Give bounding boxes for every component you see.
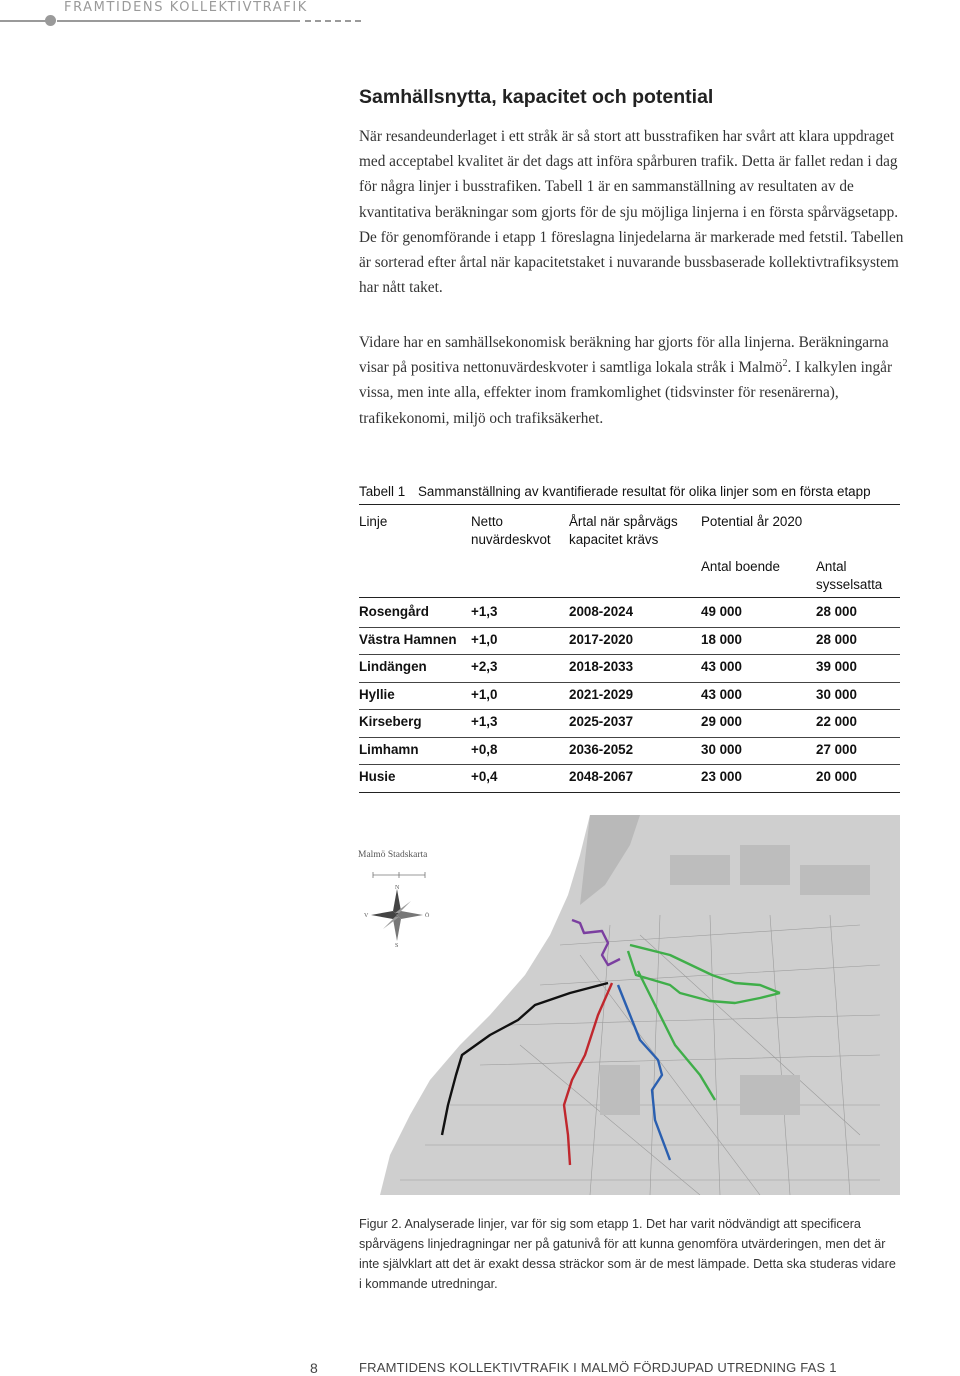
table-label: Tabell 1	[359, 484, 406, 499]
table-row-rule	[359, 737, 900, 738]
table-row-rule	[359, 709, 900, 710]
col-header-linje: Linje	[359, 514, 388, 529]
figure-caption: Figur 2. Analyserade linjer, var för sig som etapp 1. Det har varit nödvändigt att specificera spårvägens linjedragningar ner på gatunivå för att kunna genomföra utvärderingen, men det är inte självklart att det är exakt dessa sträckor som är de mest lämpade. Detta ska studeras vidare i kommande utredningar.	[359, 1217, 896, 1291]
table-cell-artal: 2017-2020	[569, 631, 634, 647]
table-cell-linje: Limhamn	[359, 741, 419, 757]
table-cell-netto: +1,0	[471, 686, 498, 702]
col-header-artal: kapacitet krävs	[569, 532, 659, 547]
table-cell-netto: +0,8	[471, 741, 498, 757]
table-cell-linje: Rosengård	[359, 604, 429, 619]
page-number: 8	[310, 1360, 318, 1376]
table-cell-boende: 49 000	[701, 604, 742, 619]
table-cell-netto: +1,0	[471, 631, 498, 647]
table-row-rule	[359, 654, 900, 655]
table-cell-syss: 22 000	[816, 714, 857, 729]
table-caption	[359, 484, 871, 499]
table-cell-syss: 27 000	[816, 741, 857, 757]
table-cell-artal: 2036-2052	[569, 741, 634, 757]
col-header-potential: Potential år 2020	[701, 514, 803, 529]
col-header-boende: Antal boende	[701, 559, 780, 574]
table-cell-syss: 39 000	[816, 659, 857, 674]
compass-s: S	[395, 943, 399, 949]
table-cell-artal: 2021-2029	[569, 686, 634, 702]
table-cell-linje: Kirseberg	[359, 714, 422, 729]
col-header-sysselsatta: sysselsatta	[816, 577, 883, 592]
col-header-netto: nuvärdeskvot	[471, 532, 551, 547]
col-header-sysselsatta: Antal	[816, 559, 847, 574]
table-cell-syss: 20 000	[816, 769, 857, 784]
header-dot	[45, 15, 56, 26]
table-cell-boende: 23 000	[701, 769, 742, 784]
table-cell-syss: 28 000	[816, 631, 857, 647]
footer-text: FRAMTIDENS KOLLEKTIVTRAFIK I MALMÖ FÖRDJUPAD UTREDNING FAS 1	[359, 1360, 837, 1375]
body-paragraph	[359, 330, 904, 431]
body-paragraph: När resandeunderlaget i ett stråk är så stort att busstrafiken har svårt att klara uppdraget med acceptabel kvalitet är det dags att införa spårburen trafik. Detta är fallet redan i dag för några linjer i busstrafiken. Tabell 1 är en sammanställning av resultaten av de kvantitativa beräkningar som gjorts för de sju möjliga linjerna i en första spårvägsetapp. De för genomförande i etapp 1 föreslagna linjedelarna är markerade med fetstil. Tabellen är sorterad efter årtal när kapacitetstaket i nuvarande bussbaserade kollektivtrafiksystem har nått taket.	[359, 128, 904, 297]
table-cell-linje: Västra Hamnen	[359, 631, 457, 647]
header-rule	[0, 20, 48, 22]
header-rule	[57, 20, 300, 22]
table-header-rule	[359, 597, 900, 598]
table-cell-netto: +1,3	[471, 604, 498, 619]
table-cell-syss: 28 000	[816, 604, 857, 619]
compass-e: Ö	[425, 913, 430, 919]
table-cell-boende: 43 000	[701, 686, 742, 702]
section-heading: Samhällsnytta, kapacitet och potential	[359, 86, 714, 108]
col-header-artal: Årtal när spårvägs	[569, 514, 678, 529]
table-row-rule	[359, 764, 900, 765]
table-cell-artal: 2048-2067	[569, 769, 634, 784]
table-row-rule	[359, 682, 900, 683]
table-cell-linje: Husie	[359, 769, 396, 784]
col-header-netto: Netto	[471, 514, 504, 529]
table-cell-netto: +0,4	[471, 769, 498, 784]
table-cell-linje: Lindängen	[359, 659, 427, 674]
table-cell-boende: 18 000	[701, 631, 742, 647]
table-cell-artal: 2018-2033	[569, 659, 634, 674]
table-title: Sammanställning av kvantifierade resultat för olika linjer som en första etapp	[418, 484, 871, 499]
table-cell-netto: +1,3	[471, 714, 498, 729]
table-cell-boende: 29 000	[701, 714, 742, 729]
paragraph-text: . I kalkylen ingår vissa, men inte alla, effekter inom framkomlighet (tidsvinster för resenärerna), trafikekonomi, miljö och trafiksäkerhet.	[359, 359, 893, 427]
paragraph-text: Vidare har en samhällsekonomisk beräkning har gjorts för alla linjerna. Beräkningarna visar på positiva nettonuvärdeskvoter i samtliga lokala stråk i Malmö	[359, 334, 889, 377]
compass-n: N	[395, 885, 400, 891]
running-header: FRAMTIDENS KOLLEKTIVTRAFIK	[64, 0, 308, 15]
table-cell-artal: 2025-2037	[569, 714, 634, 729]
map-title: Malmö Stadskarta	[358, 850, 428, 860]
table-row-rule	[359, 627, 900, 628]
header-dashes	[305, 20, 361, 22]
city-map	[340, 815, 900, 1195]
table-cell-syss: 30 000	[816, 686, 857, 702]
table-cell-boende: 30 000	[701, 741, 742, 757]
table-top-rule	[359, 504, 900, 505]
table-cell-linje: Hyllie	[359, 686, 395, 702]
table-cell-artal: 2008-2024	[569, 604, 634, 619]
table-row-rule	[359, 792, 900, 793]
table-cell-boende: 43 000	[701, 659, 742, 674]
compass-w: V	[364, 913, 369, 919]
table-cell-netto: +2,3	[471, 659, 498, 674]
footnote-ref: 2	[782, 358, 788, 370]
